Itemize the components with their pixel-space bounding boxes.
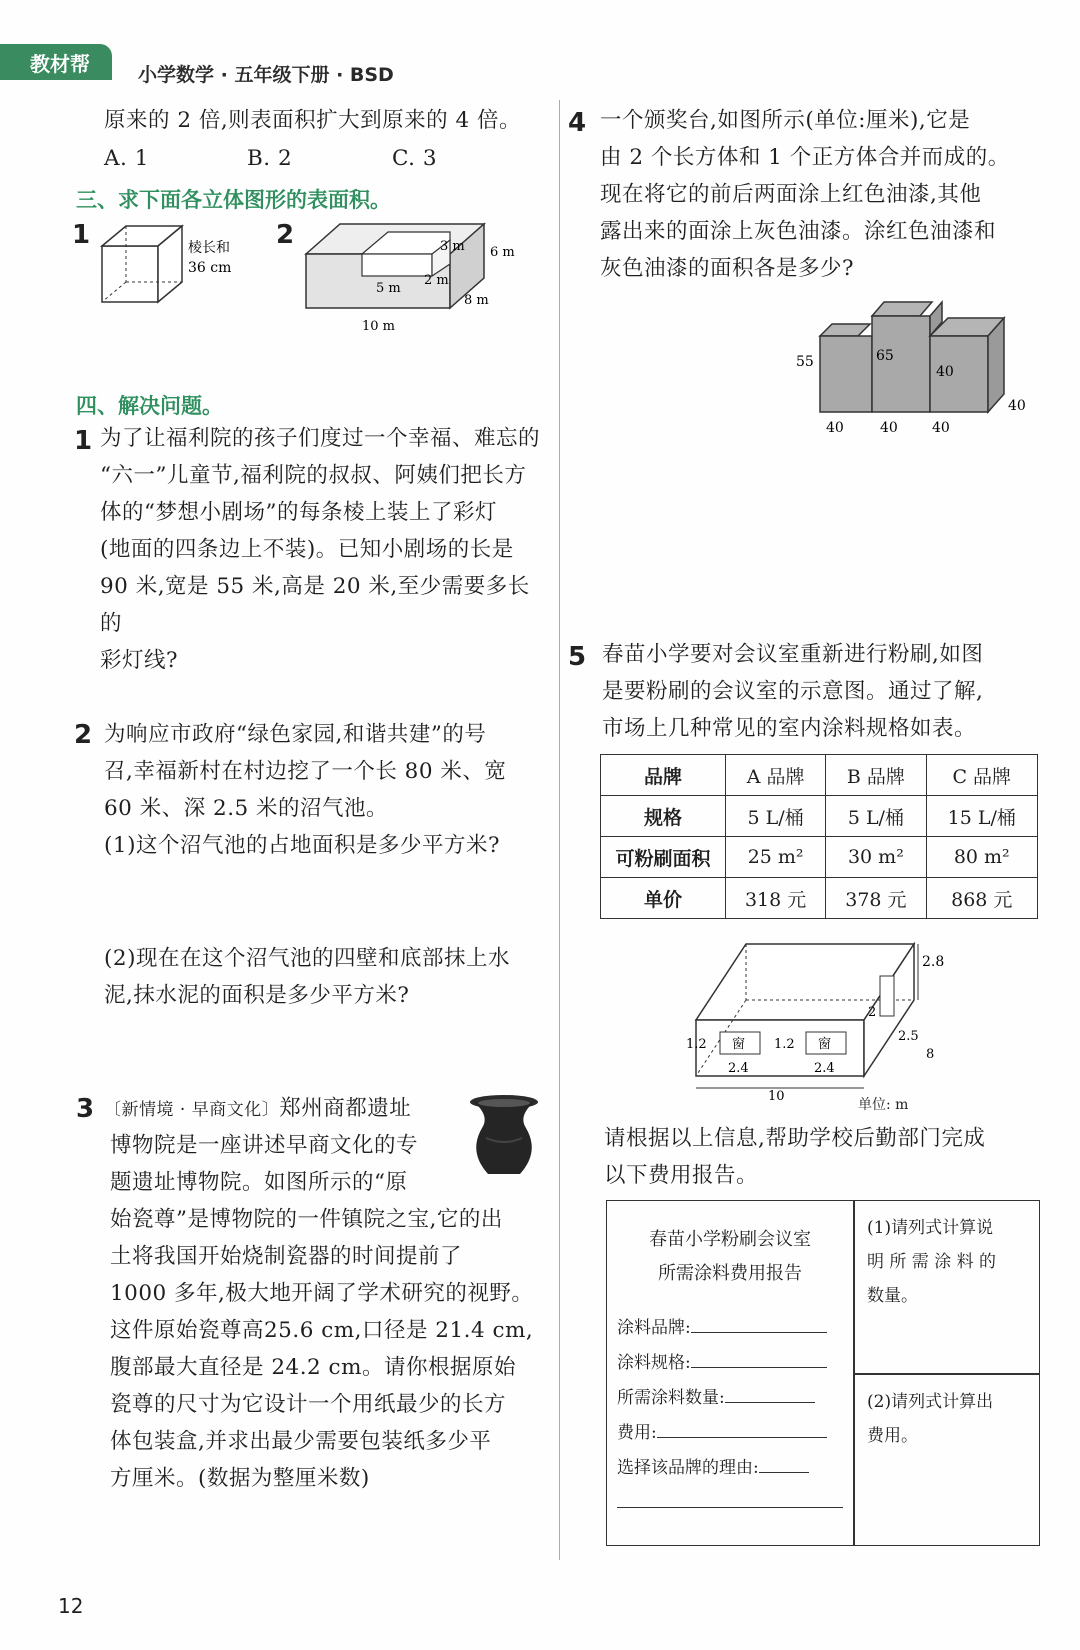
svg-text:40: 40 [880, 420, 898, 436]
fig2-label-5m: 5 m [376, 281, 401, 296]
fig1-label1: 棱长和 [188, 240, 230, 256]
section3-title: 三、求下面各立体图形的表面积。 [76, 188, 391, 212]
svg-text:2.4: 2.4 [728, 1061, 749, 1076]
option-a: A. 1 [104, 146, 149, 171]
svg-text:65: 65 [876, 348, 894, 364]
table-row: 规格 5 L/桶 5 L/桶 15 L/桶 [601, 796, 1038, 837]
column-divider [559, 100, 560, 1560]
cube-figure [96, 222, 246, 308]
table-row: 品牌 A 品牌 B 品牌 C 品牌 [601, 755, 1038, 796]
q1-number: 1 [74, 426, 93, 456]
svg-text:40: 40 [826, 420, 844, 436]
option-c: C. 3 [392, 146, 438, 171]
room-unit-label: 单位: m [858, 1097, 909, 1113]
svg-text:2.5: 2.5 [898, 1029, 919, 1044]
meeting-room-figure [680, 936, 960, 1116]
svg-text:2.4: 2.4 [814, 1061, 835, 1076]
q2-number: 2 [74, 720, 93, 750]
q3-number: 3 [76, 1094, 95, 1124]
fig1-label2: 36 cm [188, 260, 232, 276]
q5-number: 5 [568, 642, 587, 672]
section4-title: 四、解决问题。 [76, 394, 223, 418]
svg-text:8: 8 [926, 1047, 935, 1062]
svg-text:10: 10 [768, 1089, 785, 1104]
q2-text: 为响应市政府“绿色家园,和谐共建”的号 召,幸福新村在村边挖了一个长 80 米、宽 60 米、深 2.5 米的沼气池。 (1)这个沼气池的占地面积是多少平方米? [104, 722, 507, 858]
svg-text:40: 40 [936, 364, 954, 380]
q5-after-text: 请根据以上信息,帮助学校后勤部门完成 以下费用报告。 [604, 1126, 986, 1188]
cost-report-box [606, 1200, 1040, 1546]
svg-text:2.8: 2.8 [922, 954, 945, 970]
fig2-label-6m: 6 m [490, 245, 515, 260]
paint-spec-table [600, 754, 1038, 919]
svg-text:1.2: 1.2 [686, 1037, 707, 1052]
podium-figure [790, 296, 1040, 446]
svg-text:窗: 窗 [732, 1037, 746, 1052]
report-task2: (2)请列式计算出 费用。 [867, 1392, 994, 1446]
svg-text:40: 40 [932, 420, 950, 436]
svg-text:55: 55 [796, 354, 814, 370]
fig2-label-8m: 8 m [464, 293, 489, 308]
fig2-label-3m: 3 m [440, 239, 465, 254]
svg-text:窗: 窗 [818, 1037, 832, 1052]
fig2-number: 2 [276, 220, 295, 250]
table-row: 可粉刷面积 25 m² 30 m² 80 m² [601, 837, 1038, 878]
report-task1: (1)请列式计算说 明 所 需 涂 料 的 数量。 [867, 1218, 997, 1306]
notched-prism-figure [300, 218, 520, 336]
q5-text: 春苗小学要对会议室重新进行粉刷,如图 是要粉刷的会议室的示意图。通过了解, 市场上几种常见的室内涂料规格如表。 [602, 642, 984, 741]
fig2-label-2m: 2 m [424, 273, 449, 288]
svg-text:40: 40 [1008, 398, 1026, 414]
q3-first-line: 〔新情境 · 早商文化〕郑州商都遗址 [104, 1096, 412, 1121]
q3-text: 博物院是一座讲述早商文化的专 题遗址博物院。如图所示的“原 始瓷尊”是博物院的一件镇院之宝,它的出 土将我国开始烧制瓷器的时间提前了 1000 多年,极大地开阔了学术研究的视野。 这件原始瓷尊高25.6 cm,口径是 21.4 cm, 腹部最大直径是 24.2 cm。请你根据原始 瓷尊的尺寸为它设计一个用纸最少的长方 体包装盒,并求出最少需要包装纸多少平 方厘米。(数据为整厘米数) [110, 1133, 534, 1491]
page-number: 12 [58, 1594, 84, 1618]
fig1-number: 1 [72, 220, 91, 250]
option-b: B. 2 [247, 146, 293, 171]
fig2-label-10m: 10 m [362, 319, 396, 334]
report-title: 春苗小学粉刷会议室 所需涂料费用报告 [649, 1229, 811, 1284]
report-fields: 涂料品牌: 涂料规格: 所需涂料数量: 费用: 选择该品牌的理由: [617, 1311, 843, 1521]
q1-text: 为了让福利院的孩子们度过一个幸福、难忘的 “六一”儿童节,福利院的叔叔、阿姨们把长方 体的“梦想小剧场”的每条棱上装上了彩灯 (地面的四条边上不装)。已知小剧场的长是 90 米,宽是 55 米,高是 20 米,至少需要多长的 彩灯线? [100, 426, 541, 673]
q4-number: 4 [568, 108, 587, 138]
carry-line: 原来的 2 倍,则表面积扩大到原来的 4 倍。 [104, 108, 522, 133]
brand-label: 教材帮 [30, 52, 90, 76]
svg-text:1.2: 1.2 [774, 1037, 795, 1052]
page-header-title: 小学数学 · 五年级下册 · BSD [138, 64, 394, 86]
q4-text: 一个颁奖台,如图所示(单位:厘米),它是 由 2 个长方体和 1 个正方体合并而成的。 现在将它的前后两面涂上红色油漆,其他 露出来的面涂上灰色油漆。涂红色油漆和 灰色油漆的面积各是多少? [600, 108, 1010, 281]
svg-text:2: 2 [868, 1005, 877, 1020]
q2-part2-text: (2)现在在这个沼气池的四壁和底部抹上水 泥,抹水泥的面积是多少平方米? [104, 946, 510, 1008]
table-row: 单价 318 元 378 元 868 元 [601, 878, 1038, 919]
brand-tab [0, 44, 112, 80]
